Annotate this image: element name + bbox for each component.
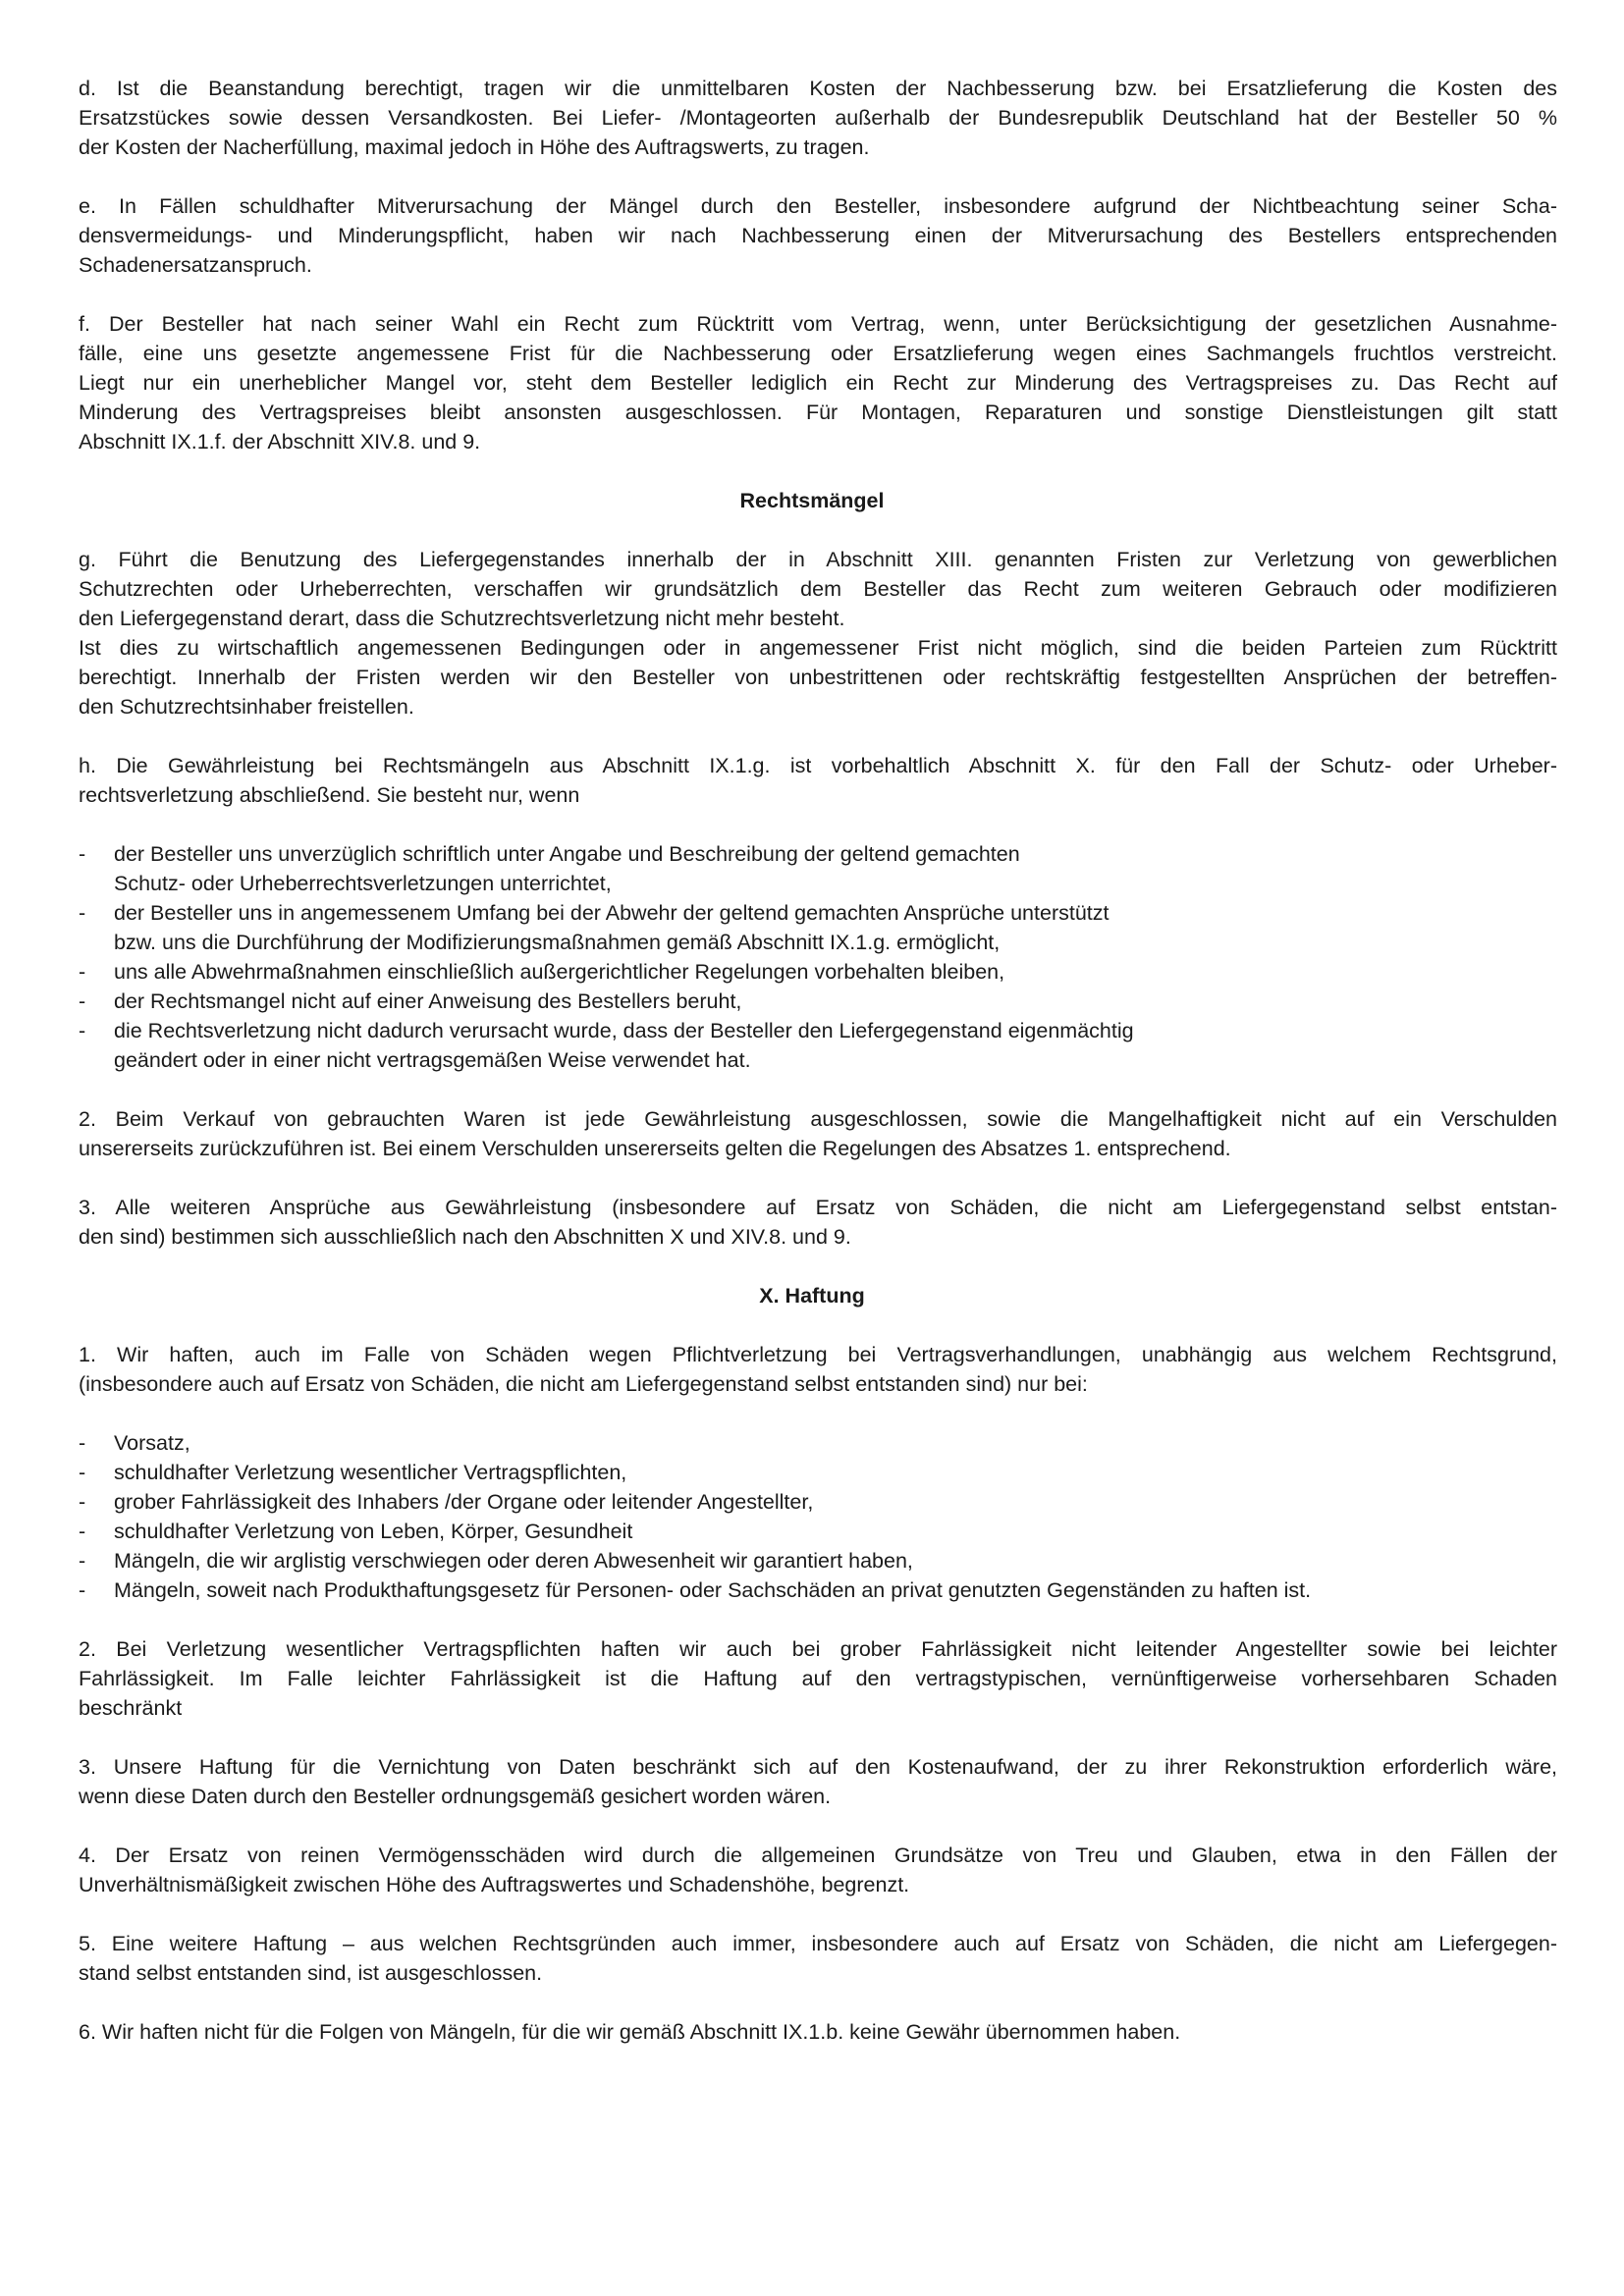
- list-item: [79, 898, 1557, 957]
- section-heading-haftung: X. Haftung: [759, 1284, 865, 1308]
- paragraph-line: h. Die Gewährleistung bei Rechtsmängeln aus Abschnitt IX.1.g. ist vorbehaltlich Abschnitt X. für den Fall der Schutz- oder Urheber-: [79, 754, 1557, 777]
- bullet-dash: -: [79, 1490, 86, 1514]
- paragraph-line: Minderung des Vertragspreises bleibt ansonsten ausgeschlossen. Für Montagen, Reparaturen und sonstige Dienstleistungen gilt statt: [79, 400, 1557, 424]
- bullet-dash: -: [79, 1549, 86, 1573]
- list-item-text: Mängeln, die wir arglistig verschwiegen oder deren Abwesenheit wir garantiert haben,: [114, 1549, 913, 1573]
- list-item-text: uns alle Abwehrmaßnahmen einschließlich außergerichtlicher Regelungen vorbehalten bleiben,: [114, 960, 1005, 984]
- bullet-dash: -: [79, 989, 86, 1013]
- paragraph-line: stand selbst entstanden sind, ist ausgeschlossen.: [79, 1961, 543, 1985]
- paragraph-line: den Liefergegenstand derart, dass die Schutzrechtsverletzung nicht mehr besteht.: [79, 607, 845, 630]
- bullet-dash: -: [79, 1431, 86, 1455]
- paragraph-line: Schadenersatzanspruch.: [79, 253, 312, 277]
- paragraph-line: 2. Beim Verkauf von gebrauchten Waren ist jede Gewährleistung ausgeschlossen, sowie die Mangelhaftigkeit nicht auf ein Verschulden: [79, 1107, 1557, 1131]
- paragraph-line: Unverhältnismäßigkeit zwischen Höhe des Auftragswertes und Schadenshöhe, begrenzt.: [79, 1873, 910, 1896]
- paragraph-line: densvermeidungs- und Minderungspflicht, haben wir nach Nachbesserung einen der Mitverursachung des Bestellers entsprechenden: [79, 224, 1557, 247]
- list-item-text: der Besteller uns unverzüglich schriftlich unter Angabe und Beschreibung der geltend gemachten: [114, 842, 1020, 866]
- paragraph-line: 3. Alle weiteren Ansprüche aus Gewährleistung (insbesondere auf Ersatz von Schäden, die nicht am Liefergegenstand selbst entstan-: [79, 1196, 1557, 1219]
- paragraph-line: 3. Unsere Haftung für die Vernichtung von Daten beschränkt sich auf den Kostenaufwand, der zu ihrer Rekonstruktion erforderlich wäre,: [79, 1755, 1557, 1779]
- paragraph-line: 1. Wir haften, auch im Falle von Schäden wegen Pflichtverletzung bei Vertragsverhandlungen, unabhängig aus welchem Rechtsgrund,: [79, 1343, 1557, 1366]
- paragraph-line: f. Der Besteller hat nach seiner Wahl ein Recht zum Rücktritt vom Vertrag, wenn, unter Berücksichtigung der gesetzlichen Ausnahme-: [79, 312, 1557, 336]
- paragraph-line: 6. Wir haften nicht für die Folgen von Mängeln, für die wir gemäß Abschnitt IX.1.b. keine Gewähr übernommen haben.: [79, 2020, 1181, 2044]
- list-item: [79, 1575, 1557, 1605]
- list-item-text: schuldhafter Verletzung von Leben, Körper, Gesundheit: [114, 1520, 633, 1543]
- paragraph-line: d. Ist die Beanstandung berechtigt, tragen wir die unmittelbaren Kosten der Nachbesserung bzw. bei Ersatzlieferung die Kosten des: [79, 77, 1557, 100]
- paragraph-line: e. In Fällen schuldhafter Mitverursachung der Mängel durch den Besteller, insbesondere aufgrund der Nichtbeachtung seiner Scha-: [79, 194, 1557, 218]
- paragraph-line: 5. Eine weitere Haftung – aus welchen Rechtsgründen auch immer, insbesondere auch auf Ersatz von Schäden, die nicht am Liefergegen-: [79, 1932, 1557, 1955]
- paragraph-line: g. Führt die Benutzung des Liefergegenstandes innerhalb der in Abschnitt XIII. genannten Fristen zur Verletzung von gewerblichen: [79, 548, 1557, 571]
- paragraph-line: Ist dies zu wirtschaftlich angemessenen Bedingungen oder in angemessener Frist nicht möglich, sind die beiden Parteien zum Rücktritt: [79, 636, 1557, 660]
- list-item: [79, 987, 1557, 1016]
- bullet-dash: -: [79, 1461, 86, 1484]
- paragraph-line: wenn diese Daten durch den Besteller ordnungsgemäß gesichert worden wären.: [79, 1785, 832, 1808]
- list-item: [79, 1517, 1557, 1546]
- paragraph-line: rechtsverletzung abschließend. Sie besteht nur, wenn: [79, 783, 580, 807]
- list-item: [79, 1016, 1557, 1075]
- bullet-dash: -: [79, 842, 86, 866]
- bullet-dash: -: [79, 1520, 86, 1543]
- bullet-list-haftung: [79, 1428, 1557, 1605]
- list-item-text: grober Fahrlässigkeit des Inhabers /der Organe oder leitender Angestellter,: [114, 1490, 814, 1514]
- list-item-text: Schutz- oder Urheberrechtsverletzungen unterrichtet,: [114, 872, 612, 895]
- paragraph-line: Liegt nur ein unerheblicher Mangel vor, steht dem Besteller lediglich ein Recht zur Minderung des Vertragspreises zu. Das Recht auf: [79, 371, 1557, 395]
- bullet-dash: -: [79, 1019, 86, 1042]
- list-item-text: schuldhafter Verletzung wesentlicher Vertragspflichten,: [114, 1461, 627, 1484]
- paragraph-line: der Kosten der Nacherfüllung, maximal jedoch in Höhe des Auftragswerts, zu tragen.: [79, 135, 870, 159]
- bullet-dash: -: [79, 960, 86, 984]
- paragraph-line: Fahrlässigkeit. Im Falle leichter Fahrlässigkeit ist die Haftung auf den vertragstypischen, vernünftigerweise vorhersehbaren Schaden: [79, 1667, 1557, 1690]
- bullet-dash: -: [79, 1578, 86, 1602]
- paragraph-line: fälle, eine uns gesetzte angemessene Frist für die Nachbesserung oder Ersatzlieferung wegen eines Sachmangels fruchtlos verstreicht.: [79, 342, 1557, 365]
- section-heading-rechtsmaengel: Rechtsmängel: [739, 489, 885, 512]
- list-item-text: der Besteller uns in angemessenem Umfang bei der Abwehr der geltend gemachten Ansprüche unterstützt: [114, 901, 1110, 925]
- list-item: [79, 1428, 1557, 1458]
- list-item: [79, 1487, 1557, 1517]
- list-item: [79, 1546, 1557, 1575]
- paragraph-line: beschränkt: [79, 1696, 183, 1720]
- paragraph-line: 2. Bei Verletzung wesentlicher Vertragspflichten haften wir auch bei grober Fahrlässigkeit nicht leitender Angestellter sowie bei leichter: [79, 1637, 1557, 1661]
- paragraph-line: Ersatzstückes sowie dessen Versandkosten. Bei Liefer- /Montageorten außerhalb der Bundesrepublik Deutschland hat der Besteller 50 %: [79, 106, 1557, 130]
- bullet-list-h: [79, 839, 1557, 1075]
- paragraph-line: den Schutzrechtsinhaber freistellen.: [79, 695, 414, 719]
- list-item: [79, 839, 1557, 898]
- paragraph-line: (insbesondere auch auf Ersatz von Schäden, die nicht am Liefergegenstand selbst entstanden sind) nur bei:: [79, 1372, 1088, 1396]
- paragraph-line: den sind) bestimmen sich ausschließlich nach den Abschnitten X und XIV.8. und 9.: [79, 1225, 851, 1249]
- bullet-dash: -: [79, 901, 86, 925]
- paragraph-line: unsererseits zurückzuführen ist. Bei einem Verschulden unsererseits gelten die Regelungen des Absatzes 1. entsprechend.: [79, 1137, 1231, 1160]
- list-item-text: bzw. uns die Durchführung der Modifizierungsmaßnahmen gemäß Abschnitt IX.1.g. ermöglicht,: [114, 931, 1001, 954]
- list-item-text: Vorsatz,: [114, 1431, 190, 1455]
- list-item-text: geändert oder in einer nicht vertragsgemäßen Weise verwendet hat.: [114, 1048, 751, 1072]
- paragraph-line: Schutzrechten oder Urheberrechten, verschaffen wir grundsätzlich dem Besteller das Recht zum weiteren Gebrauch oder modifizieren: [79, 577, 1557, 601]
- list-item: [79, 1458, 1557, 1487]
- list-item-text: Mängeln, soweit nach Produkthaftungsgesetz für Personen- oder Sachschäden an privat genutzten Gegenständen zu haften ist.: [114, 1578, 1312, 1602]
- list-item: [79, 957, 1557, 987]
- list-item-text: der Rechtsmangel nicht auf einer Anweisung des Bestellers beruht,: [114, 989, 742, 1013]
- paragraph-line: Abschnitt IX.1.f. der Abschnitt XIV.8. und 9.: [79, 430, 481, 454]
- list-item-text: die Rechtsverletzung nicht dadurch verursacht wurde, dass der Besteller den Liefergegenstand eigenmächtig: [114, 1019, 1134, 1042]
- paragraph-line: 4. Der Ersatz von reinen Vermögensschäden wird durch die allgemeinen Grundsätze von Treu und Glauben, etwa in den Fällen der: [79, 1843, 1557, 1867]
- paragraph-line: berechtigt. Innerhalb der Fristen werden wir den Besteller von unbestrittenen oder rechtskräftig festgestellten Ansprüchen der betreffen-: [79, 666, 1557, 689]
